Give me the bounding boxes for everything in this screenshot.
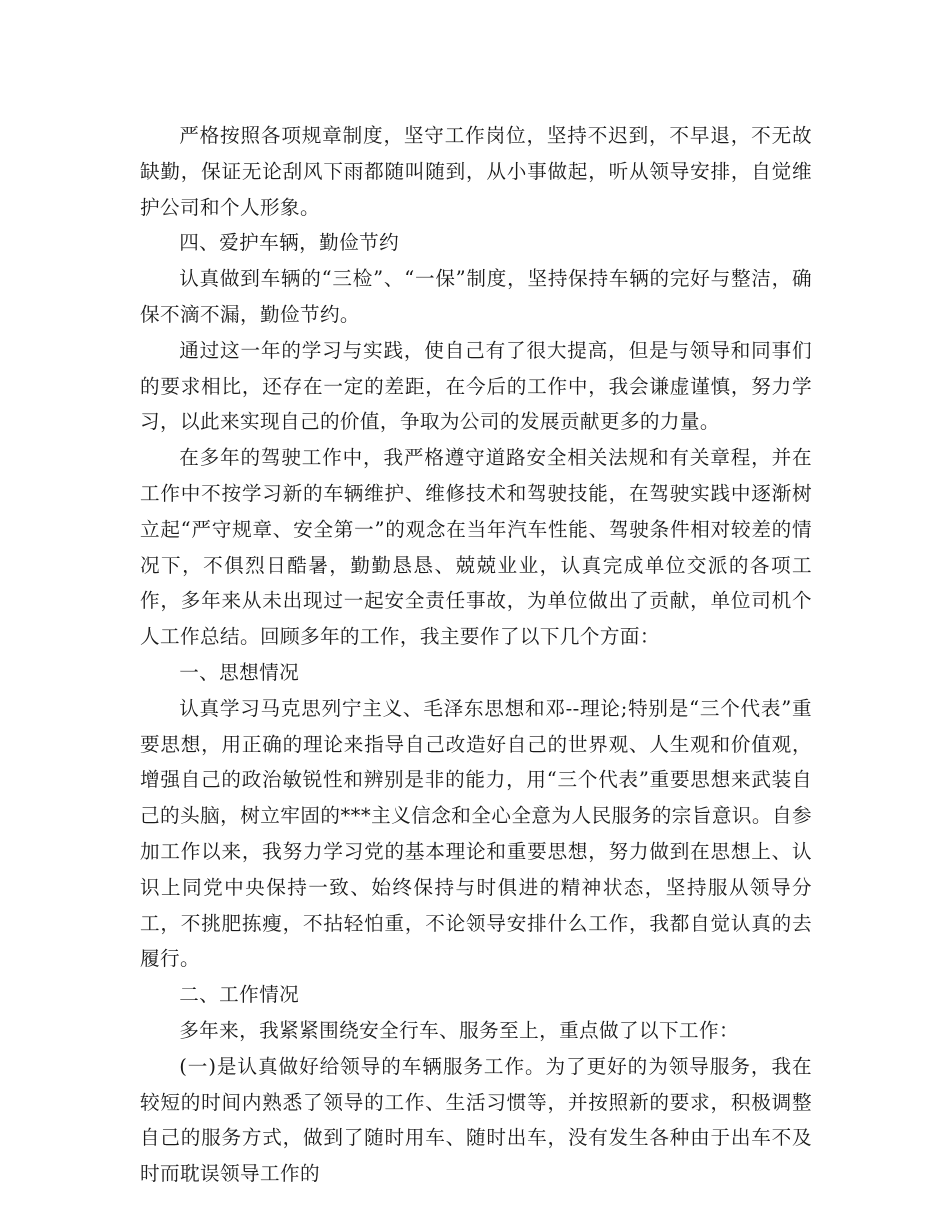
section-heading: 一、思想情况 — [179, 660, 300, 684]
paragraph: 在多年的驾驶工作中，我严格遵守道路安全相关法规和有关章程，并在工作中不按学习新的车辆维护、维修技术和驾驶技能，在驾驶实践中逐渐树立起“严守规章、安全第一”的观念在当年汽车性能、驾驶条件相对较差的情况下，不俱烈日酷暑，勤勤恳恳、兢兢业业，认真完成单位交派的各项工作，多年来从未出现过一起安全责任事故，为单位做出了贡献，单位司机个人工作总结。回顾多年的工作，我主要作了以下几个方面： — [140, 446, 812, 649]
section-heading: 四、爱护车辆，勤俭节约 — [179, 231, 400, 255]
section-heading: 二、工作情况 — [179, 983, 300, 1007]
document-body — [140, 118, 812, 1192]
paragraph: 多年来，我紧紧围绕安全行车、服务至上，重点做了以下工作： — [179, 1018, 740, 1042]
paragraph: 认真学习马克思列宁主义、毛泽东思想和邓--理论;特别是“三个代表”重要思想，用正确的理论来指导自己改造好自己的世界观、人生观和价值观，增强自己的政治敏锐性和辨别是非的能力，用“三个代表”重要思想来武装自己的头脑，树立牢固的***主义信念和全心全意为人民服务的宗旨意识。自参加工作以来，我努力学习党的基本理论和重要思想，努力做到在思想上、认识上同党中央保持一致、始终保持与时俱进的精神状态，坚持服从领导分工，不挑肥拣瘦，不拈轻怕重，不论领导安排什么工作，我都自觉认真的去履行。 — [140, 696, 812, 971]
paragraph: 通过这一年的学习与实践，使自己有了很大提高，但是与领导和同事们的要求相比，还存在一定的差距，在今后的工作中，我会谦虚谨慎，努力学习，以此来实现自己的价值，争取为公司的发展贡献更多的力量。 — [140, 338, 812, 434]
paragraph: (一)是认真做好给领导的车辆服务工作。为了更好的为领导服务，我在较短的时间内熟悉了领导的工作、生活习惯等，并按照新的要求，积极调整自己的服务方式，做到了随时用车、随时出车，没有发生各种由于出车不及时而耽误领导工作的 — [140, 1054, 812, 1186]
paragraph: 认真做到车辆的“三检”、“一保”制度，坚持保持车辆的完好与整洁，确保不滴不漏，勤俭节约。 — [140, 267, 812, 326]
paragraph: 严格按照各项规章制度，坚守工作岗位，坚持不迟到，不早退，不无故缺勤，保证无论刮风下雨都随叫随到，从小事做起，听从领导安排，自觉维护公司和个人形象。 — [140, 124, 812, 219]
